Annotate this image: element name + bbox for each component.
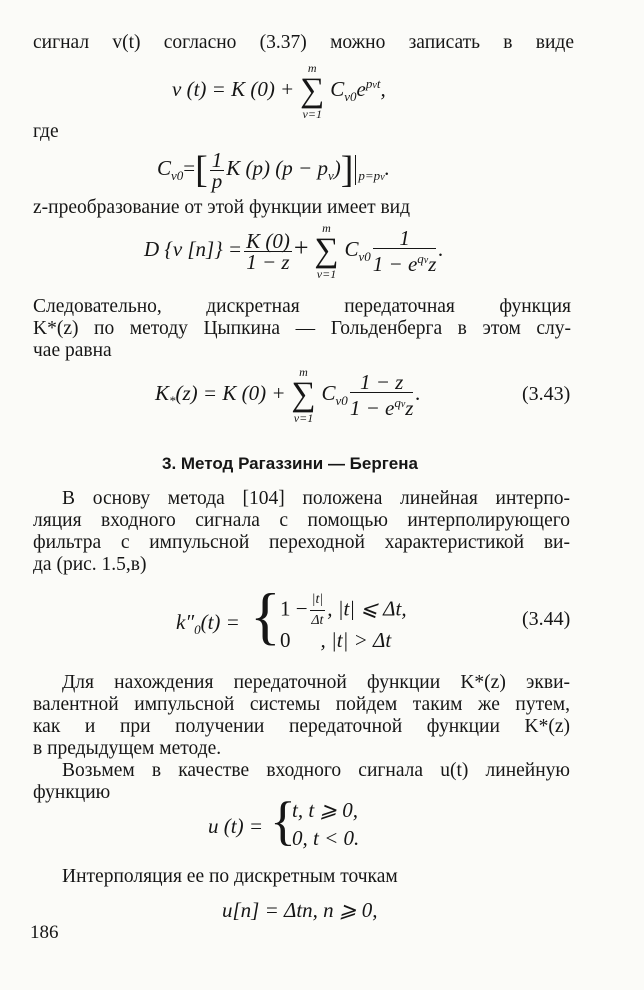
paragraph-4-line-2: функцию [33,782,111,803]
paragraph-2-line-3: фильтра с импульсной переходной характеристикой ви- [33,532,570,553]
intro-text: сигнал v(t) согласно (3.37) можно записать в виде [33,32,574,53]
where-word: где [33,121,59,142]
paragraph-1-line-1: Следовательно, дискретная передаточная функция [33,296,571,317]
paragraph-2-line-1: В основу метода [104] положена линейная интерпо- [62,488,570,509]
equation-number-3-43: (3.43) [522,383,571,405]
page-number: 186 [30,922,59,943]
paragraph-4-line-1: Возьмем в качестве входного сигнала u(t) линейную [62,760,570,781]
paragraph-1-line-3: чае равна [33,340,112,361]
section-heading: 3. Метод Рагаззини — Бергена [162,454,418,473]
equation-3-43: $K_*(z) = K$ (0) + m ∑ ν=1 $C_{\nu 0}$ $\frac{1 - z}{1 - e^{q\nu}z}$ . [155,365,421,425]
paragraph-1-line-2: K*(z) по методу Цыпкина — Гольденберга в этом слу- [33,318,571,339]
equation-u-n: u[n] = Δtn, n ⩾ 0, [222,898,378,922]
paragraph-2-line-4: да (рис. 1.5,в) [33,554,147,575]
equation-c-nu0: $C_{\nu 0}=$[ $\frac{1}{p}$ K (p) $(p - p_\nu)$] $_{p=p\nu}$. [157,147,390,193]
equation-number-3-44: (3.44) [522,608,571,630]
z-transform-text: z-преобразование от этой функции имеет вид [33,197,411,218]
paragraph-2-line-2: ляция входного сигнала с помощью интерполирующего [33,510,570,531]
paragraph-3-line-1: Для нахождения передаточной функции K*(z) экви- [62,672,570,693]
equation-u-t: u (t) = { t, t ⩾ 0, 0, t < 0. [208,791,360,851]
paragraph-5: Интерполяция ее по дискретным точкам [62,866,398,887]
paragraph-3-line-3: как и при получении передаточной функции K*(z) [33,716,570,737]
book-page: сигнал v(t) согласно (3.37) можно записать в виде v (t) = K (0) + m ∑ ν=1 $C_{\nu 0}e^{p\nu t}$, где $C_{\nu 0}=$[ $\frac{1}{p}$ K (p) $(p - p_\nu)$] $_{p=p\nu}$. z-преобразование от этой функции имеет вид D {v [n]} = $\frac{K (0)}{1 - z}$ + m ∑ ν=1 $C_{\nu 0}$ $\frac{1}{1 - e^{q\nu}z}$ . Следовательно, дискретная передаточная функция K*(z) по методу Цыпкина — Гольденберга в этом слу- чае равна $K_*(z) = K$ (0) + m ∑ ν=1 $C_{\nu 0}$ $\frac{1 - z}{1 - e^{q\nu}z}$ . (3.43) 3. Метод Рагаззини — Бергена В основу метода [104] положена линейная интерпо- ляция входного сигнала с помощью интерполирующего фильтра с импульсной переходной характеристикой ви- да (рис. 1.5,в) $k''_0(t)$ = { 1 − $\frac{|t|}{\Delta t}$ , |t| ⩽ Δt, 0 , |t| > Δt (3.44) Для нахождения передаточной функции K*(z) экви- валентной импульсной системы пойдем таким же путем, как и при получении передаточной функции K*(z) в предыдущем методе. Возьмем в качестве входного сигнала u(t) линейную функцию u (t) = { t, t ⩾ 0, 0, t < 0. Интерполяция ее по дискретным точкам u[n] = Δtn, n ⩾ 0, 186 [30,32,574,943]
paragraph-3-line-4: в предыдущем методе. [33,738,222,759]
equation-v-t: v (t) = K (0) + m ∑ ν=1 $C_{\nu 0}e^{p\nu t}$, [172,61,386,121]
paragraph-3-line-2: валентной импульсной системы пойдем таким же путем, [33,694,570,715]
equation-d-v-n: D {v [n]} = $\frac{K (0)}{1 - z}$ + m ∑ ν=1 $C_{\nu 0}$ $\frac{1}{1 - e^{q\nu}z}$ . [144,221,444,281]
